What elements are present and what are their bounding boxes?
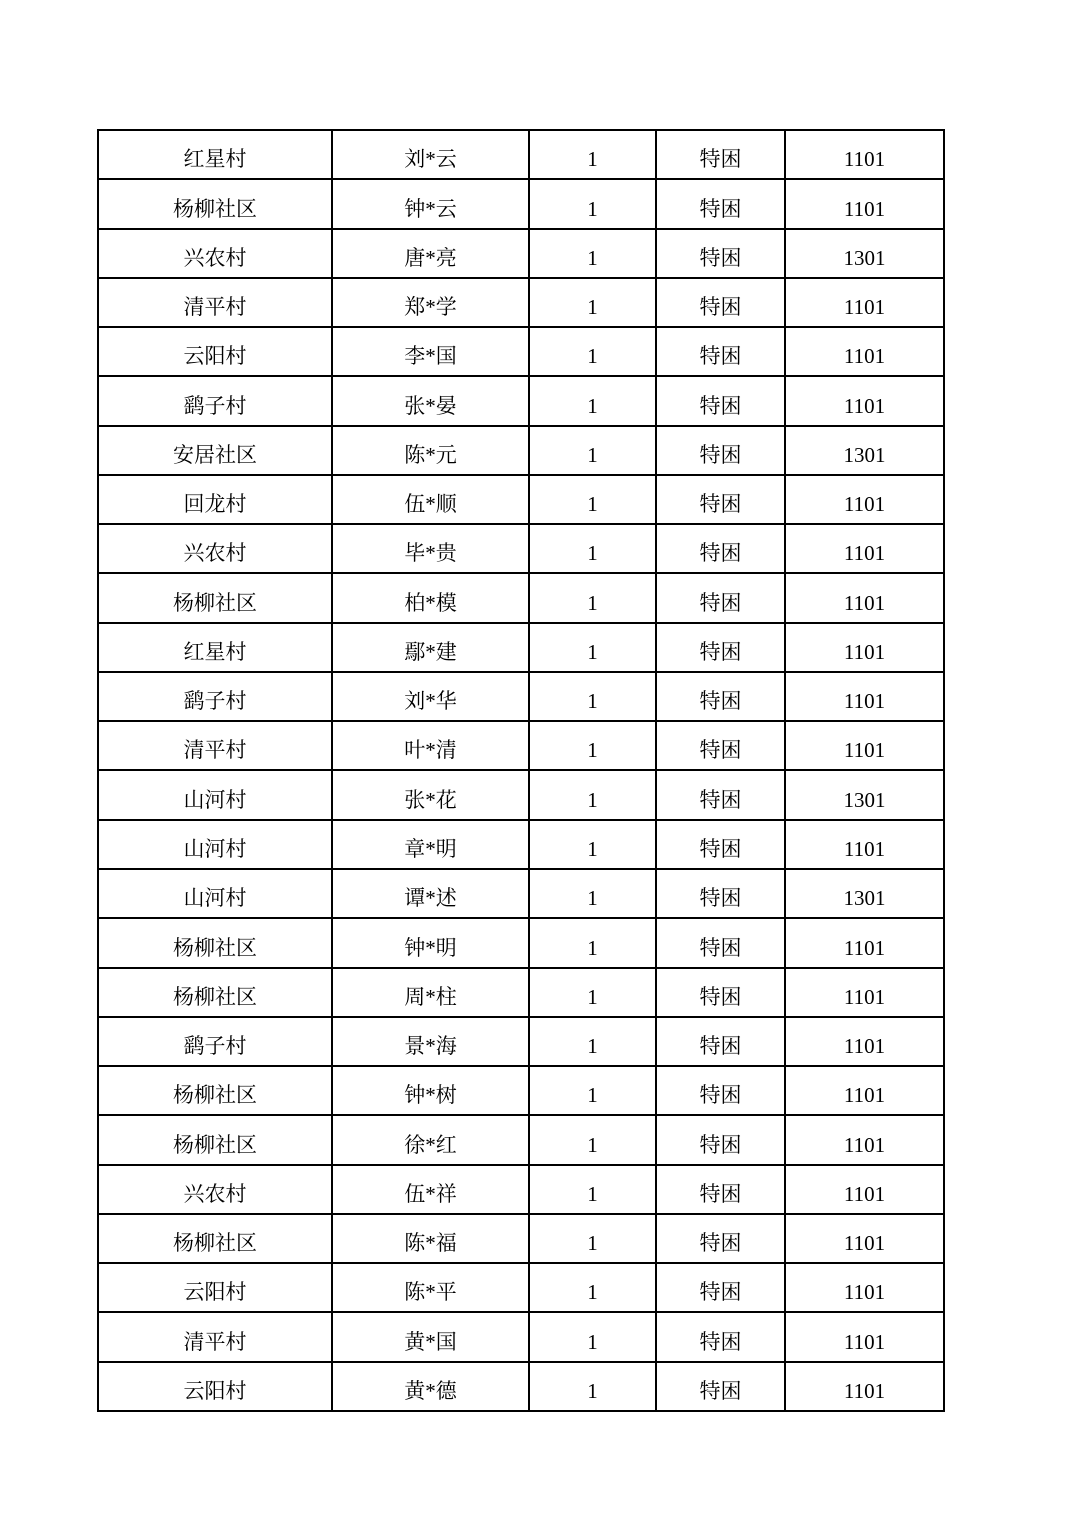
amount-cell: 1101 (785, 1017, 944, 1066)
table-row (98, 1263, 944, 1312)
category-cell: 特困 (656, 1017, 785, 1066)
count-cell: 1 (529, 1312, 656, 1361)
table-row (98, 623, 944, 672)
village-cell: 安居社区 (98, 426, 332, 475)
count-cell: 1 (529, 278, 656, 327)
amount-cell: 1101 (785, 1066, 944, 1115)
count-cell: 1 (529, 770, 656, 819)
category-cell: 特困 (656, 327, 785, 376)
person-name-cell: 刘*云 (332, 130, 529, 179)
amount-cell: 1101 (785, 968, 944, 1017)
amount-cell: 1101 (785, 475, 944, 524)
person-name-cell: 张*花 (332, 770, 529, 819)
count-cell: 1 (529, 869, 656, 918)
table-row (98, 426, 944, 475)
category-cell: 特困 (656, 376, 785, 425)
category-cell: 特困 (656, 1214, 785, 1263)
count-cell: 1 (529, 918, 656, 967)
village-cell: 鹞子村 (98, 1017, 332, 1066)
person-name-cell: 伍*顺 (332, 475, 529, 524)
count-cell: 1 (529, 1017, 656, 1066)
village-cell: 山河村 (98, 770, 332, 819)
count-cell: 1 (529, 820, 656, 869)
table-row (98, 1165, 944, 1214)
amount-cell: 1301 (785, 770, 944, 819)
person-name-cell: 黄*国 (332, 1312, 529, 1361)
category-cell: 特困 (656, 968, 785, 1017)
count-cell: 1 (529, 721, 656, 770)
village-cell: 清平村 (98, 1312, 332, 1361)
count-cell: 1 (529, 376, 656, 425)
category-cell: 特困 (656, 770, 785, 819)
category-cell: 特困 (656, 130, 785, 179)
village-cell: 鹞子村 (98, 672, 332, 721)
person-name-cell: 张*晏 (332, 376, 529, 425)
table-row (98, 1066, 944, 1115)
village-cell: 兴农村 (98, 524, 332, 573)
category-cell: 特困 (656, 672, 785, 721)
count-cell: 1 (529, 1165, 656, 1214)
count-cell: 1 (529, 524, 656, 573)
person-name-cell: 鄢*建 (332, 623, 529, 672)
category-cell: 特困 (656, 229, 785, 278)
person-name-cell: 陈*福 (332, 1214, 529, 1263)
category-cell: 特困 (656, 475, 785, 524)
amount-cell: 1101 (785, 1165, 944, 1214)
village-cell: 杨柳社区 (98, 1214, 332, 1263)
amount-cell: 1101 (785, 130, 944, 179)
table-row (98, 721, 944, 770)
person-name-cell: 毕*贵 (332, 524, 529, 573)
table-row (98, 770, 944, 819)
person-name-cell: 钟*树 (332, 1066, 529, 1115)
count-cell: 1 (529, 327, 656, 376)
village-cell: 杨柳社区 (98, 573, 332, 622)
category-cell: 特困 (656, 721, 785, 770)
person-name-cell: 郑*学 (332, 278, 529, 327)
village-cell: 杨柳社区 (98, 1066, 332, 1115)
table-row (98, 672, 944, 721)
category-cell: 特困 (656, 524, 785, 573)
person-name-cell: 钟*云 (332, 179, 529, 228)
count-cell: 1 (529, 130, 656, 179)
table-row (98, 376, 944, 425)
category-cell: 特困 (656, 1165, 785, 1214)
amount-cell: 1101 (785, 1115, 944, 1164)
village-cell: 杨柳社区 (98, 918, 332, 967)
person-name-cell: 刘*华 (332, 672, 529, 721)
table-row (98, 179, 944, 228)
table-row (98, 1115, 944, 1164)
amount-cell: 1101 (785, 721, 944, 770)
amount-cell: 1101 (785, 376, 944, 425)
amount-cell: 1301 (785, 229, 944, 278)
count-cell: 1 (529, 573, 656, 622)
table-row (98, 278, 944, 327)
table-row (98, 820, 944, 869)
table-row (98, 524, 944, 573)
count-cell: 1 (529, 623, 656, 672)
count-cell: 1 (529, 1115, 656, 1164)
amount-cell: 1101 (785, 623, 944, 672)
count-cell: 1 (529, 1066, 656, 1115)
village-cell: 红星村 (98, 623, 332, 672)
village-cell: 回龙村 (98, 475, 332, 524)
count-cell: 1 (529, 179, 656, 228)
table-row (98, 1214, 944, 1263)
village-cell: 山河村 (98, 820, 332, 869)
category-cell: 特困 (656, 278, 785, 327)
village-cell: 云阳村 (98, 327, 332, 376)
table-row (98, 130, 944, 179)
person-name-cell: 章*明 (332, 820, 529, 869)
table-row (98, 475, 944, 524)
amount-cell: 1101 (785, 820, 944, 869)
person-name-cell: 叶*清 (332, 721, 529, 770)
category-cell: 特困 (656, 1362, 785, 1411)
person-name-cell: 谭*述 (332, 869, 529, 918)
person-name-cell: 徐*红 (332, 1115, 529, 1164)
table-row (98, 229, 944, 278)
table-row (98, 869, 944, 918)
amount-cell: 1101 (785, 327, 944, 376)
category-cell: 特困 (656, 1263, 785, 1312)
village-cell: 红星村 (98, 130, 332, 179)
person-name-cell: 钟*明 (332, 918, 529, 967)
person-name-cell: 景*海 (332, 1017, 529, 1066)
village-cell: 杨柳社区 (98, 179, 332, 228)
amount-cell: 1101 (785, 179, 944, 228)
village-cell: 清平村 (98, 721, 332, 770)
person-name-cell: 柏*模 (332, 573, 529, 622)
table-body (98, 130, 944, 1411)
amount-cell: 1101 (785, 278, 944, 327)
person-name-cell: 李*国 (332, 327, 529, 376)
category-cell: 特困 (656, 573, 785, 622)
count-cell: 1 (529, 229, 656, 278)
amount-cell: 1301 (785, 426, 944, 475)
amount-cell: 1301 (785, 869, 944, 918)
category-cell: 特困 (656, 1312, 785, 1361)
village-cell: 杨柳社区 (98, 1115, 332, 1164)
village-cell: 杨柳社区 (98, 968, 332, 1017)
count-cell: 1 (529, 1214, 656, 1263)
amount-cell: 1101 (785, 524, 944, 573)
amount-cell: 1101 (785, 1263, 944, 1312)
village-cell: 清平村 (98, 278, 332, 327)
person-name-cell: 唐*亮 (332, 229, 529, 278)
amount-cell: 1101 (785, 573, 944, 622)
village-cell: 云阳村 (98, 1362, 332, 1411)
category-cell: 特困 (656, 179, 785, 228)
amount-cell: 1101 (785, 918, 944, 967)
person-name-cell: 黄*德 (332, 1362, 529, 1411)
category-cell: 特困 (656, 1115, 785, 1164)
count-cell: 1 (529, 968, 656, 1017)
category-cell: 特困 (656, 918, 785, 967)
village-cell: 兴农村 (98, 1165, 332, 1214)
table-row (98, 327, 944, 376)
person-name-cell: 周*柱 (332, 968, 529, 1017)
table-row (98, 918, 944, 967)
count-cell: 1 (529, 426, 656, 475)
table-row (98, 573, 944, 622)
category-cell: 特困 (656, 869, 785, 918)
table-row (98, 1017, 944, 1066)
village-cell: 鹞子村 (98, 376, 332, 425)
category-cell: 特困 (656, 820, 785, 869)
category-cell: 特困 (656, 426, 785, 475)
amount-cell: 1101 (785, 672, 944, 721)
amount-cell: 1101 (785, 1312, 944, 1361)
table-row (98, 1362, 944, 1411)
person-name-cell: 伍*祥 (332, 1165, 529, 1214)
village-cell: 云阳村 (98, 1263, 332, 1312)
person-name-cell: 陈*平 (332, 1263, 529, 1312)
beneficiary-table (97, 129, 945, 1412)
person-name-cell: 陈*元 (332, 426, 529, 475)
count-cell: 1 (529, 475, 656, 524)
village-cell: 山河村 (98, 869, 332, 918)
count-cell: 1 (529, 1362, 656, 1411)
category-cell: 特困 (656, 1066, 785, 1115)
count-cell: 1 (529, 1263, 656, 1312)
village-cell: 兴农村 (98, 229, 332, 278)
category-cell: 特困 (656, 623, 785, 672)
table-row (98, 968, 944, 1017)
amount-cell: 1101 (785, 1362, 944, 1411)
table-row (98, 1312, 944, 1361)
count-cell: 1 (529, 672, 656, 721)
amount-cell: 1101 (785, 1214, 944, 1263)
